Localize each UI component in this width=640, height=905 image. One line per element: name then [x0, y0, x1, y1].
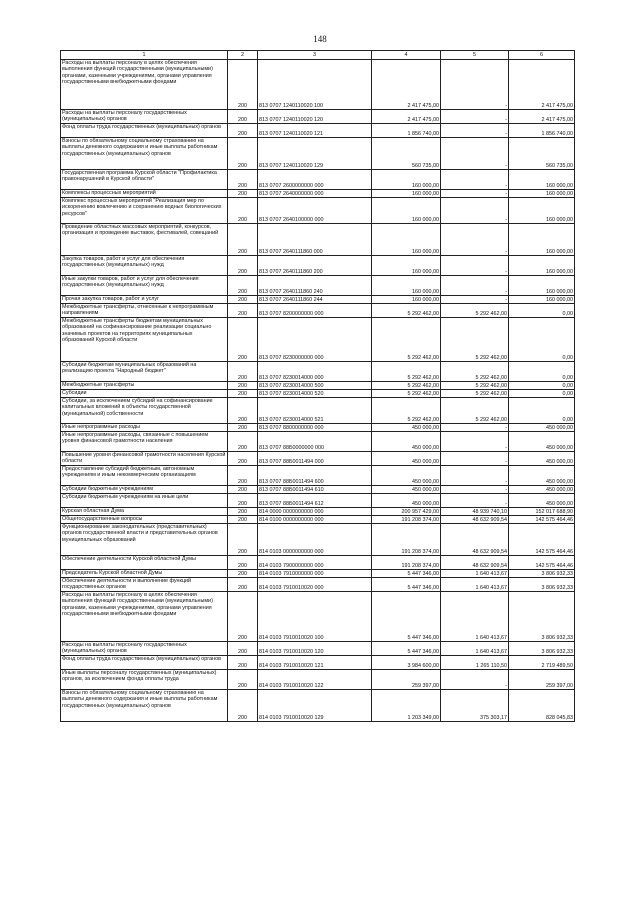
row-col2-cell: 200 [228, 592, 258, 642]
row-code-cell: 814 0103 7910010020 121 [258, 656, 372, 670]
table-row [61, 524, 575, 556]
row-col2-cell: 200 [228, 466, 258, 486]
page-number: 148 [313, 34, 327, 44]
row-name-cell: Расходы на выплаты персоналу государственных (муниципальных) органов [61, 110, 228, 124]
row-code-cell: 813 0707 88Б0000000 000 [258, 432, 372, 452]
row-col2-cell: 200 [228, 642, 258, 656]
row-code-cell: 813 0707 1240110020 121 [258, 124, 372, 138]
table-row [61, 276, 575, 296]
row-name-cell: Функционирование законодательных (представительных) органов государственной власти и представительных органов муниципальных образований [61, 524, 228, 556]
table-row [61, 592, 575, 642]
row-name-cell: Субсидии бюджетным учреждениям на иные цели [61, 494, 228, 508]
row-code-cell: 813 0707 88Б0011494 600 [258, 466, 372, 486]
row-name-cell: Субсидии бюджетным учреждениям [61, 486, 228, 494]
row-code-cell: 814 0103 7910010020 120 [258, 642, 372, 656]
table-row [61, 452, 575, 466]
row-col4-cell: 2 417 475,00 [372, 110, 441, 124]
table-row [61, 670, 575, 690]
row-name-cell: Фонд оплаты труда государственных (муниципальных) органов [61, 124, 228, 138]
row-col4-cell: 5 292 462,00 [372, 318, 441, 362]
row-col2-cell: 200 [228, 486, 258, 494]
row-col6-cell: 2 417 475,00 [509, 110, 575, 124]
row-code-cell: 813 0707 2600000000 000 [258, 170, 372, 190]
row-col2-cell: 200 [228, 398, 258, 424]
row-name-cell: Иные выплаты персоналу государственных (муниципальных) органов, за исключением фонда оплаты труда [61, 670, 228, 690]
row-col5-cell: - [441, 452, 509, 466]
table-row [61, 508, 575, 516]
row-col4-cell: 450 000,00 [372, 466, 441, 486]
row-col6-cell: 0,00 [509, 304, 575, 318]
row-col5-cell: - [441, 424, 509, 432]
row-name-cell: Расходы на выплаты персоналу в целях обеспечения выполнения функций государственными (муниципальными) органами, казенными учреждениями, органами управления государственными внебюджетными фондами [61, 60, 228, 110]
row-col2-cell: 200 [228, 524, 258, 556]
row-col5-cell: - [441, 110, 509, 124]
row-name-cell: Иные непрограммные расходы [61, 424, 228, 432]
row-col5-cell: 1 640 413,67 [441, 570, 509, 578]
row-col6-cell: 0,00 [509, 318, 575, 362]
row-col6-cell: 2 719 489,50 [509, 656, 575, 670]
row-col6-cell: 0,00 [509, 390, 575, 398]
row-col6-cell: 3 806 932,33 [509, 570, 575, 578]
row-col6-cell: 160 000,00 [509, 190, 575, 198]
row-col2-cell: 200 [228, 60, 258, 110]
row-name-cell: Взносы по обязательному социальному страхованию на выплаты денежного содержания и иные выплаты работникам государственных (муниципальных) органов [61, 138, 228, 170]
row-col4-cell: 2 417 475,00 [372, 60, 441, 110]
row-col6-cell: 3 806 932,33 [509, 592, 575, 642]
row-name-cell: Субсидии, за исключением субсидий на софинансирование капитальных вложений в объекты государственной (муниципальной) собственности [61, 398, 228, 424]
row-col2-cell: 200 [228, 670, 258, 690]
row-col6-cell: 142 575 464,46 [509, 556, 575, 570]
row-code-cell: 813 0707 2640111860 000 [258, 224, 372, 256]
row-name-cell: Обеспечение деятельности Курской областной Думы [61, 556, 228, 570]
row-name-cell: Прочая закупка товаров, работ и услуг [61, 296, 228, 304]
row-col2-cell: 200 [228, 296, 258, 304]
row-col5-cell: - [441, 670, 509, 690]
row-code-cell: 813 0707 8200000000 000 [258, 304, 372, 318]
row-col2-cell: 200 [228, 170, 258, 190]
row-col5-cell: 375 303,17 [441, 690, 509, 722]
row-col6-cell: 259 397,00 [509, 670, 575, 690]
row-col4-cell: 191 208 374,00 [372, 556, 441, 570]
row-col6-cell: 160 000,00 [509, 256, 575, 276]
row-col4-cell: 3 984 600,00 [372, 656, 441, 670]
row-col4-cell: 160 000,00 [372, 198, 441, 224]
row-code-cell: 813 0707 2640000000 000 [258, 190, 372, 198]
table-row [61, 318, 575, 362]
row-col5-cell: 5 292 462,00 [441, 382, 509, 390]
row-col5-cell: 5 292 462,00 [441, 390, 509, 398]
row-code-cell: 813 0707 2640111860 200 [258, 256, 372, 276]
row-code-cell: 813 0707 8800000000 000 [258, 424, 372, 432]
row-col4-cell: 191 208 374,00 [372, 516, 441, 524]
row-col4-cell: 5 292 462,00 [372, 398, 441, 424]
table-row [61, 642, 575, 656]
row-col5-cell: - [441, 486, 509, 494]
row-col6-cell: 450 000,00 [509, 452, 575, 466]
row-code-cell: 813 0707 88Б0011494 610 [258, 486, 372, 494]
table-row [61, 138, 575, 170]
row-code-cell: 814 0103 7900000000 000 [258, 556, 372, 570]
row-col2-cell: 200 [228, 382, 258, 390]
row-name-cell: Предоставление субсидий бюджетным, автономным учреждениям и иным некоммерческим организациям [61, 466, 228, 486]
row-code-cell: 814 0103 7910010020 000 [258, 578, 372, 592]
row-code-cell: 813 0707 88Б0011494 612 [258, 494, 372, 508]
row-col6-cell: 450 000,00 [509, 432, 575, 452]
table-row [61, 190, 575, 198]
row-col2-cell: 200 [228, 224, 258, 256]
budget-table [60, 50, 575, 722]
row-col5-cell: 48 939 740,10 [441, 508, 509, 516]
row-col4-cell: 200 957 429,00 [372, 508, 441, 516]
row-col5-cell: 48 632 909,54 [441, 524, 509, 556]
row-col2-cell: 200 [228, 656, 258, 670]
row-col5-cell: - [441, 276, 509, 296]
table-row [61, 198, 575, 224]
row-code-cell: 813 0707 2640100000 000 [258, 198, 372, 224]
row-name-cell: Общегосударственные вопросы [61, 516, 228, 524]
row-code-cell: 814 0103 7910010020 122 [258, 670, 372, 690]
row-code-cell: 814 0000 0000000000 000 [258, 508, 372, 516]
header-cell: 6 [509, 51, 575, 60]
row-code-cell: 813 0707 88Б0011494 000 [258, 452, 372, 466]
table-row [61, 60, 575, 110]
row-col2-cell: 200 [228, 516, 258, 524]
row-col6-cell: 160 000,00 [509, 224, 575, 256]
row-col2-cell: 200 [228, 318, 258, 362]
row-col6-cell: 0,00 [509, 398, 575, 424]
table-row [61, 656, 575, 670]
table-row [61, 466, 575, 486]
row-col2-cell: 200 [228, 190, 258, 198]
row-col4-cell: 5 292 462,00 [372, 390, 441, 398]
table-row [61, 390, 575, 398]
table-row [61, 424, 575, 432]
row-col6-cell: 560 735,00 [509, 138, 575, 170]
row-col2-cell: 200 [228, 362, 258, 382]
row-col6-cell: 828 045,83 [509, 690, 575, 722]
row-name-cell: Иные непрограммные расходы, связанные с повышением уровня финансовой грамотности населения [61, 432, 228, 452]
row-code-cell: 813 0707 1240110020 100 [258, 60, 372, 110]
row-code-cell: 814 0103 7910010020 100 [258, 592, 372, 642]
table-row [61, 578, 575, 592]
row-col2-cell: 200 [228, 570, 258, 578]
row-col6-cell: 1 856 740,00 [509, 124, 575, 138]
row-col6-cell: 160 000,00 [509, 296, 575, 304]
row-name-cell: Председатель Курской областной Думы [61, 570, 228, 578]
row-col5-cell: - [441, 190, 509, 198]
row-col6-cell: 142 575 464,46 [509, 524, 575, 556]
row-col6-cell: 3 806 932,33 [509, 642, 575, 656]
row-col4-cell: 450 000,00 [372, 432, 441, 452]
row-code-cell: 814 0103 7910010020 129 [258, 690, 372, 722]
row-col5-cell: - [441, 256, 509, 276]
row-col4-cell: 450 000,00 [372, 424, 441, 432]
row-col5-cell: 1 640 413,67 [441, 578, 509, 592]
row-name-cell: Субсидии бюджетам муниципальных образований на реализацию проекта "Народный бюджет" [61, 362, 228, 382]
table-row [61, 690, 575, 722]
table-header-row [61, 51, 575, 60]
row-name-cell: Проведение областных массовых мероприятий, конкурсов, организация и проведение выставок, фестивалей, совещаний [61, 224, 228, 256]
row-name-cell: Комплекс процессных мероприятий "Реализация мер по искоренению вовлечению и сохранению водных биологических ресурсов" [61, 198, 228, 224]
row-name-cell: Закупка товаров, работ и услуг для обеспечения государственных (муниципальных) нужд [61, 256, 228, 276]
row-name-cell: Курская областная Дума [61, 508, 228, 516]
row-col4-cell: 5 447 346,00 [372, 570, 441, 578]
row-col4-cell: 160 000,00 [372, 170, 441, 190]
row-col5-cell: - [441, 170, 509, 190]
row-col2-cell: 200 [228, 138, 258, 170]
table-row [61, 516, 575, 524]
row-name-cell: Расходы на выплаты персоналу в целях обеспечения выполнения функций государственными (муниципальными) органами, казенными учреждениями, органами управления государственными внебюджетными фондами [61, 592, 228, 642]
row-name-cell: Фонд оплаты труда государственных (муниципальных) органов [61, 656, 228, 670]
row-name-cell: Межбюджетные трансферты [61, 382, 228, 390]
row-name-cell: Взносы по обязательному социальному страхованию на выплаты денежного содержания и иные выплаты работникам государственных (муниципальных) органов [61, 690, 228, 722]
row-code-cell: 814 0103 0000000000 000 [258, 524, 372, 556]
row-col4-cell: 1 203 349,00 [372, 690, 441, 722]
row-code-cell: 814 0103 7910000000 000 [258, 570, 372, 578]
row-code-cell: 813 0707 2640111860 244 [258, 296, 372, 304]
row-code-cell: 813 0707 1240110020 120 [258, 110, 372, 124]
row-name-cell: Обеспечение деятельности и выполнение функций государственных органов [61, 578, 228, 592]
table-row [61, 256, 575, 276]
table-row [61, 398, 575, 424]
row-col6-cell: 450 000,00 [509, 424, 575, 432]
header-cell: 3 [258, 51, 372, 60]
table-row [61, 570, 575, 578]
row-col4-cell: 5 447 346,00 [372, 642, 441, 656]
row-col5-cell: - [441, 124, 509, 138]
row-col4-cell: 1 856 740,00 [372, 124, 441, 138]
row-code-cell: 813 0707 2640111860 240 [258, 276, 372, 296]
row-code-cell: 813 0707 8230000000 000 [258, 318, 372, 362]
row-col5-cell: 1 640 413,67 [441, 592, 509, 642]
row-col2-cell: 200 [228, 124, 258, 138]
row-col5-cell: 1 640 413,67 [441, 642, 509, 656]
row-name-cell: Повышение уровня финансовой грамотности населения Курской области [61, 452, 228, 466]
row-col2-cell: 200 [228, 390, 258, 398]
row-col2-cell: 200 [228, 198, 258, 224]
row-col6-cell: 160 000,00 [509, 170, 575, 190]
row-col5-cell: - [441, 494, 509, 508]
row-col2-cell: 200 [228, 556, 258, 570]
row-name-cell: Государственная программа Курской области "Профилактика правонарушений в Курской области" [61, 170, 228, 190]
row-col5-cell: 5 292 462,00 [441, 304, 509, 318]
row-col4-cell: 560 735,00 [372, 138, 441, 170]
row-name-cell: Межбюджетные трансферты, отнесенные к непрограммным направлениям [61, 304, 228, 318]
row-col6-cell: 160 000,00 [509, 198, 575, 224]
row-col2-cell: 200 [228, 494, 258, 508]
row-col4-cell: 160 000,00 [372, 296, 441, 304]
row-col4-cell: 5 292 462,00 [372, 382, 441, 390]
row-col5-cell: - [441, 432, 509, 452]
row-col4-cell: 160 000,00 [372, 256, 441, 276]
row-col4-cell: 450 000,00 [372, 452, 441, 466]
row-col4-cell: 160 000,00 [372, 190, 441, 198]
row-col2-cell: 200 [228, 256, 258, 276]
table-row [61, 224, 575, 256]
row-name-cell: Субсидии [61, 390, 228, 398]
row-code-cell: 813 0707 1240110020 129 [258, 138, 372, 170]
row-col4-cell: 5 292 462,00 [372, 362, 441, 382]
row-col4-cell: 5 447 346,00 [372, 592, 441, 642]
row-col6-cell: 450 000,00 [509, 494, 575, 508]
row-col5-cell: 48 632 909,54 [441, 556, 509, 570]
table-row [61, 296, 575, 304]
header-cell: 1 [61, 51, 228, 60]
row-code-cell: 814 0100 0000000000 000 [258, 516, 372, 524]
row-col4-cell: 450 000,00 [372, 486, 441, 494]
row-col6-cell: 450 000,00 [509, 486, 575, 494]
table-row [61, 556, 575, 570]
row-col6-cell: 0,00 [509, 382, 575, 390]
row-col5-cell: - [441, 296, 509, 304]
row-name-cell: Комплексы процессных мероприятий [61, 190, 228, 198]
row-col5-cell: 5 292 462,00 [441, 318, 509, 362]
row-col5-cell: - [441, 60, 509, 110]
row-col2-cell: 200 [228, 424, 258, 432]
row-col5-cell: - [441, 138, 509, 170]
row-code-cell: 813 0707 8230014000 500 [258, 382, 372, 390]
row-col6-cell: 450 000,00 [509, 466, 575, 486]
row-col2-cell: 200 [228, 452, 258, 466]
row-code-cell: 813 0707 8230014000 520 [258, 390, 372, 398]
table-row [61, 124, 575, 138]
row-col5-cell: 1 265 110,50 [441, 656, 509, 670]
table-row [61, 382, 575, 390]
row-col6-cell: 2 417 475,00 [509, 60, 575, 110]
row-name-cell: Иные закупки товаров, работ и услуг для обеспечения государственных (муниципальных) нужд [61, 276, 228, 296]
row-col2-cell: 200 [228, 578, 258, 592]
row-col5-cell: 48 632 909,54 [441, 516, 509, 524]
row-col4-cell: 5 292 462,00 [372, 304, 441, 318]
row-col6-cell: 3 806 932,33 [509, 578, 575, 592]
row-col5-cell: - [441, 224, 509, 256]
row-col2-cell: 200 [228, 276, 258, 296]
table-row [61, 170, 575, 190]
table-row [61, 432, 575, 452]
row-col5-cell: 5 292 462,00 [441, 398, 509, 424]
table-row [61, 110, 575, 124]
row-col2-cell: 200 [228, 432, 258, 452]
row-col4-cell: 450 000,00 [372, 494, 441, 508]
row-code-cell: 813 0707 8230014000 000 [258, 362, 372, 382]
row-col2-cell: 200 [228, 508, 258, 516]
row-col2-cell: 200 [228, 304, 258, 318]
header-cell: 4 [372, 51, 441, 60]
header-cell: 2 [228, 51, 258, 60]
row-col4-cell: 160 000,00 [372, 224, 441, 256]
row-col6-cell: 152 017 688,90 [509, 508, 575, 516]
table-row [61, 494, 575, 508]
row-col5-cell: - [441, 198, 509, 224]
row-name-cell: Расходы на выплаты персоналу государственных (муниципальных) органов [61, 642, 228, 656]
row-col4-cell: 5 447 346,00 [372, 578, 441, 592]
row-col6-cell: 0,00 [509, 362, 575, 382]
row-col6-cell: 142 575 464,46 [509, 516, 575, 524]
table-row [61, 486, 575, 494]
header-cell: 5 [441, 51, 509, 60]
row-name-cell: Межбюджетные трансферты бюджетам муниципальных образований на софинансирование реализации социально значимых проектов на территориях муниципальных образований Курской области [61, 318, 228, 362]
table-row [61, 304, 575, 318]
row-col4-cell: 191 208 374,00 [372, 524, 441, 556]
row-col2-cell: 200 [228, 690, 258, 722]
row-col2-cell: 200 [228, 110, 258, 124]
row-code-cell: 813 0707 8230014000 521 [258, 398, 372, 424]
row-col5-cell: 5 292 462,00 [441, 362, 509, 382]
row-col5-cell: - [441, 466, 509, 486]
table-row [61, 362, 575, 382]
row-col4-cell: 160 000,00 [372, 276, 441, 296]
row-col4-cell: 259 397,00 [372, 670, 441, 690]
row-col6-cell: 160 000,00 [509, 276, 575, 296]
